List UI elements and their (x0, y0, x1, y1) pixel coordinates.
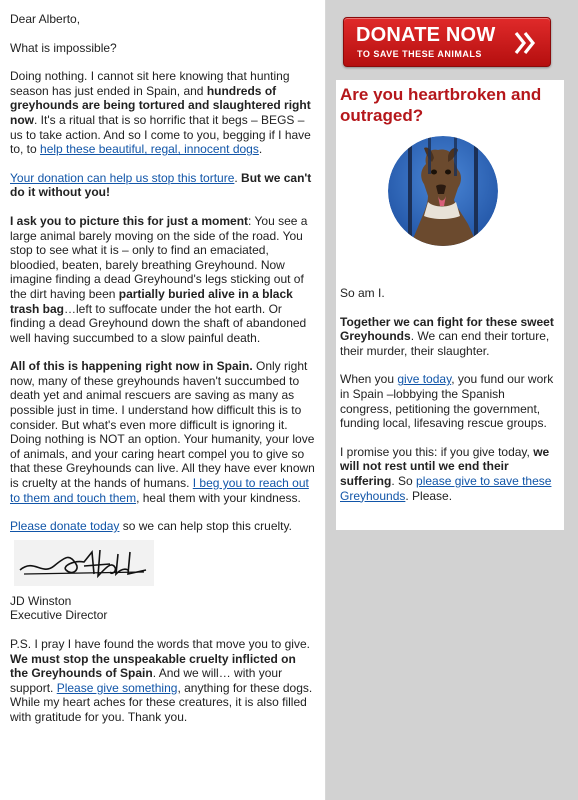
text: Only right now, many of these greyhounds haven't succumbed to death yet and animal rescuers are saving as many as possible just in time. I understand how difficult this is to consider. But what's even more difficult is ignoring it. Doing nothing is NOT an option. Your humanity, your love of animals, and your caring heart compel you to give so that these Greyhounds can live. All they have ever known is cruelty at the hands of humans. (10, 359, 315, 491)
sidebar (326, 0, 578, 800)
reach-out-link[interactable]: I beg you to reach out to them and touch them (10, 476, 309, 505)
letter-paragraph-4 (10, 359, 317, 505)
text: . (258, 142, 263, 157)
signer-block (10, 594, 317, 623)
signature-image (14, 540, 154, 586)
text: P.S. I pray I have found the words that move you to give. (10, 637, 310, 651)
donation-stop-torture-link[interactable]: Your donation can help us stop this torture (10, 170, 235, 185)
letter-paragraph-5 (10, 519, 317, 534)
panel-paragraph-2 (340, 315, 560, 359)
donate-button-sublabel: TO SAVE THESE ANIMALS (357, 49, 482, 59)
text: , anything for these dogs. While my heart aches for these creatures, it is also filled with gratitude for you. Thank you. (10, 680, 313, 724)
text: . (234, 170, 242, 185)
text: . Please. (405, 488, 453, 503)
text: , you fund our work in Spain –lobbying the Spanish congress, petitioning the government, funding local, lifesaving rescue groups. (340, 372, 554, 431)
text: : You see a large animal barely moving on the side of the road. You stop to see what it is – only to find an emaciated, bloodied, beaten, barely breathing Greyhound. Now imagine finding a dead Greyhound's legs sticking out of the dirt having been (10, 213, 308, 301)
signer-title: Executive Director (10, 608, 108, 623)
panel-title: Are you heartbroken and outraged? (340, 85, 542, 125)
letter-paragraph-2 (10, 171, 317, 200)
text: so we can help stop this cruelty. (119, 519, 292, 534)
text: . So (391, 473, 417, 488)
donate-today-link[interactable]: Please donate today (10, 519, 120, 534)
save-greyhounds-link[interactable]: please give to save these Greyhounds (340, 473, 552, 503)
panel-paragraph-4 (340, 445, 560, 503)
help-dogs-link[interactable]: help these beautiful, regal, innocent dogs (40, 142, 259, 157)
signer-name: JD Winston (10, 593, 72, 608)
emphasis: hundreds of greyhounds are being tortured and slaughtered right now (10, 83, 311, 127)
letter-paragraph-1 (10, 69, 317, 157)
text: . It's a ritual that is so horrific that it begs – BEGS – us to take action. And so I come to you, begging if I have to, to (10, 112, 311, 157)
text: When you (340, 372, 398, 387)
greyhound-photo (388, 136, 498, 246)
donate-button-label: DONATE NOW (356, 24, 496, 46)
emphasis: I ask you to picture this for just a moment (10, 213, 249, 228)
text: I promise you this: if you give today, (340, 444, 534, 459)
donate-now-button[interactable] (343, 17, 551, 67)
emphasis: Together we can fight for these sweet Greyhounds (340, 314, 554, 344)
emphasis: All of this is happening right now in Spain. (10, 359, 253, 374)
panel-paragraph-1: So am I. (340, 286, 385, 300)
appeal-panel (336, 80, 564, 530)
double-chevron-right-icon (514, 31, 536, 55)
give-today-link[interactable]: give today (397, 372, 452, 387)
postscript (10, 637, 317, 725)
text: Doing nothing. I cannot sit here knowing that hunting season has just ended in Spain, and (10, 69, 290, 98)
text: , heal them with your kindness. (136, 490, 301, 505)
panel-paragraph-3 (340, 372, 560, 430)
letter-greeting: Dear Alberto, (10, 12, 81, 26)
emphasis: But we can't do it without you! (10, 170, 312, 200)
text: . And we will… with your support. (10, 666, 283, 695)
letter-question: What is impossible? (10, 40, 117, 55)
give-something-link[interactable]: Please give something (56, 680, 178, 695)
emphasis: we will not rest until we end their suffering (340, 444, 550, 488)
text: . We can end their torture, their murder, their slaughter. (340, 329, 550, 358)
emphasis: We must stop the unspeakable cruelty inflicted on the Greyhounds of Spain (10, 651, 296, 681)
panel-text (340, 286, 560, 503)
letter-paragraph-3 (10, 214, 317, 345)
text: …left to suffocate under the hot earth. Or finding a dead Greyhound down the shaft of abandoned well having succumbed to a slow painful death. (10, 301, 307, 345)
emphasis: partially buried alive in a black trash bag (10, 286, 293, 316)
